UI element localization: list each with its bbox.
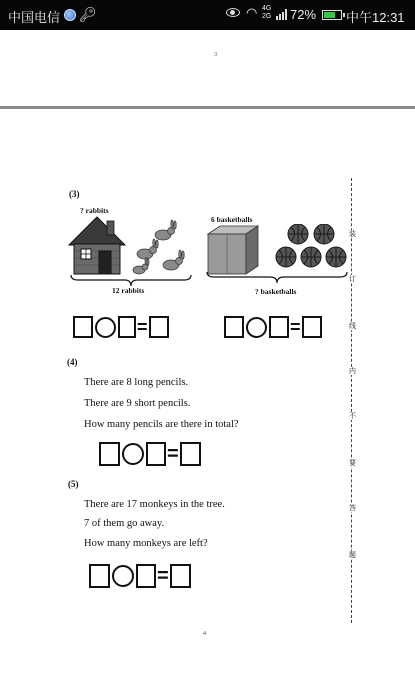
signal-icon — [276, 9, 288, 20]
question-4-line-3: How many pencils are there in total? — [84, 419, 239, 430]
answer-box[interactable] — [99, 442, 120, 466]
wifi-icon: ◠ — [246, 5, 258, 20]
house-icon — [69, 217, 125, 274]
rabbit-icon — [137, 239, 158, 259]
answer-box[interactable] — [118, 316, 136, 338]
battery-percent: 72% — [290, 7, 317, 22]
basketballs-unknown-label: ? basketballs — [255, 287, 297, 296]
status-bar — [0, 0, 415, 30]
answer-box[interactable] — [302, 316, 322, 338]
operator-circle[interactable] — [246, 317, 267, 338]
binding-char: 线 — [349, 322, 356, 330]
rabbit-icon — [163, 250, 184, 270]
basketballs-known-label: 6 basketballs — [211, 215, 253, 224]
answer-box[interactable] — [146, 442, 166, 466]
binding-char: 要 — [349, 459, 356, 467]
answer-box[interactable] — [224, 316, 244, 338]
question-4-line-2: There are 9 short pencils. — [84, 398, 191, 409]
question-4-line-1: There are 8 long pencils. — [84, 377, 189, 388]
binding-char: 内 — [349, 367, 356, 375]
answer-box[interactable] — [89, 564, 110, 588]
binding-char: 装 — [349, 230, 356, 238]
network-type-label — [262, 5, 271, 21]
document-page[interactable] — [0, 109, 415, 695]
question-5-label: (5) — [68, 479, 79, 489]
house-rabbits-illustration — [65, 213, 195, 283]
globe-icon — [64, 9, 76, 21]
binding-char: 不 — [349, 412, 356, 420]
binding-char: 题 — [349, 551, 356, 559]
key-icon: 🔑︎ — [79, 6, 97, 22]
question-5-line-3: How many monkeys are left? — [84, 538, 208, 549]
question-3-label: (3) — [69, 189, 80, 199]
carrier-label: 中国电信 — [8, 10, 61, 25]
previous-page — [0, 30, 415, 106]
answer-frame-q3-rabbits — [73, 316, 169, 338]
box-icon — [208, 226, 258, 274]
network-type-2g: 2G — [262, 13, 272, 20]
rabbit-icon — [133, 258, 149, 275]
network-type-4g: 4G — [262, 5, 272, 12]
eye-icon — [226, 8, 240, 17]
page-number-bottom: 4 — [203, 631, 206, 637]
equals-sign: = — [157, 565, 169, 587]
clock: 中午12:31 — [346, 10, 405, 25]
basketballs-brace — [206, 271, 348, 285]
operator-circle[interactable] — [112, 565, 134, 587]
battery-icon — [322, 10, 342, 20]
equals-sign: = — [290, 317, 301, 337]
page-number-top: 3 — [214, 52, 217, 58]
binding-char: 答 — [349, 504, 356, 512]
answer-box[interactable] — [136, 564, 156, 588]
answer-box[interactable] — [269, 316, 289, 338]
answer-frame-q4 — [99, 442, 201, 466]
operator-circle[interactable] — [95, 317, 116, 338]
answer-frame-q5 — [89, 564, 191, 588]
answer-frame-q3-basketballs — [224, 316, 322, 338]
answer-box[interactable] — [170, 564, 191, 588]
operator-circle[interactable] — [122, 443, 144, 465]
equals-sign: = — [137, 317, 148, 337]
question-5-line-1: There are 17 monkeys in the tree. — [84, 499, 225, 510]
binding-char: 订 — [349, 275, 356, 283]
basketball-icon — [276, 224, 346, 267]
question-5-line-2: 7 of them go away. — [84, 518, 165, 529]
answer-box[interactable] — [180, 442, 201, 466]
rabbit-icon — [155, 220, 176, 240]
answer-box[interactable] — [73, 316, 93, 338]
rabbits-total-label: 12 rabbits — [112, 286, 145, 295]
rabbits-unknown-label: ? rabbits — [80, 206, 109, 215]
answer-box[interactable] — [149, 316, 169, 338]
equals-sign: = — [167, 443, 179, 465]
question-4-label: (4) — [67, 357, 78, 367]
